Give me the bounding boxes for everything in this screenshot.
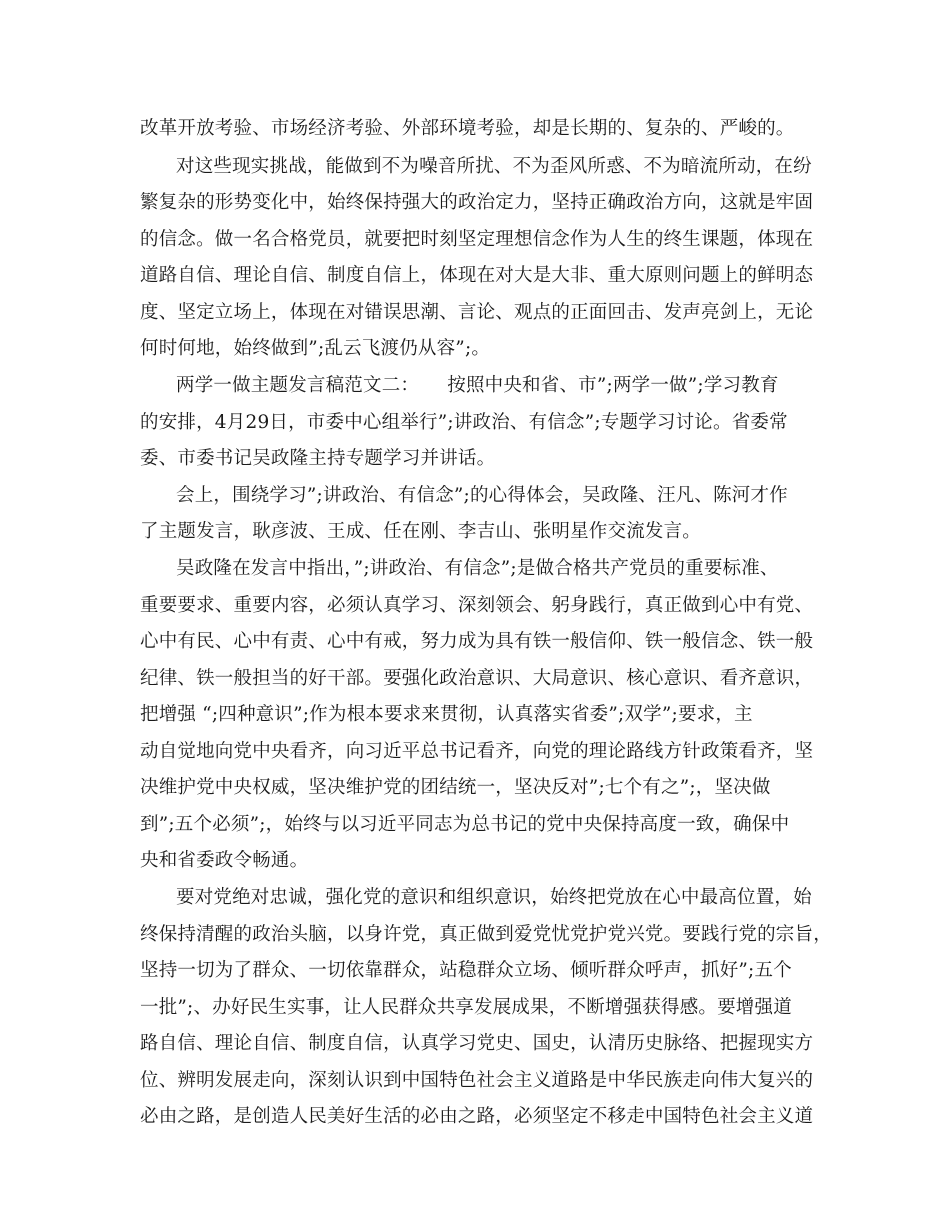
paragraph-start: 要对党绝对忠诚，强化党的意识和组织意识，始终把党放在心中最高位置，始 <box>176 887 812 908</box>
text-line: 的安排，4月29日，市委中心组举行”;讲政治、有信念”;专题学习讨论。省委常 <box>140 412 788 433</box>
text-line: 委、市委书记吴政隆主持专题学习并讲话。 <box>140 448 496 469</box>
text-line: 了主题发言，耿彦波、王成、任在刚、李吉山、张明星作交流发言。 <box>140 521 702 542</box>
text-line: 一批”;、办好民生实事，让人民群众共享发展成果，不断增强获得感。要增强道 <box>140 997 792 1018</box>
text-line: 到”;五个必须”;，始终与以习近平同志为总书记的党中央保持高度一致，确保中 <box>140 814 790 835</box>
text-line: 决维护党中央权威，坚决维护党的团结统一，坚决反对”;七个有之”;，坚决做 <box>140 777 771 798</box>
text-line: 道路自信、理论自信、制度自信上，体现在对大是大非、重大原则问题上的鲜明态 <box>140 265 814 286</box>
paragraph-start: 吴政隆在发言中指出，”;讲政治、有信念”;是做合格共产党员的重要标准、 <box>176 558 779 579</box>
text-line: 动自觉地向党中央看齐，向习近平总书记看齐，向党的理论路线方针政策看齐，坚 <box>140 741 814 762</box>
text-line: 把增强 “;四种意识”;作为根本要求来贯彻，认真落实省委”;双学”;要求，主 <box>140 704 753 725</box>
text-line: 位、辨明发展走向，深刻认识到中国特色社会主义道路是中华民族走向伟大复兴的 <box>140 1070 814 1091</box>
text-line: 重要要求、重要内容，必须认真学习、深刻领会、躬身践行，真正做到心中有党、 <box>140 595 814 616</box>
paragraph-start: 对这些现实挑战，能做到不为噪音所扰、不为歪风所惑、不为暗流所动，在纷 <box>176 156 812 177</box>
text-line: 的信念。做一名合格党员，就要把时刻坚定理想信念作为人生的终生课题，体现在 <box>140 229 814 250</box>
text-line: 繁复杂的形势变化中，始终保持强大的政治定力，坚持正确政治方向，这就是牢固 <box>140 192 814 213</box>
text-line: 度、坚定立场上，体现在对错误思潮、言论、观点的正面回击、发声亮剑上，无论 <box>140 302 814 323</box>
text-line: 改革开放考验、市场经济考验、外部环境考验，却是长期的、复杂的、严峻的。 <box>140 118 795 139</box>
text-line: 坚持一切为了群众、一切依靠群众，站稳群众立场、倾听群众呼声，抓好”;五个 <box>140 960 792 981</box>
text-line: 终保持清醒的政治头脑，以身许党，真正做到爱党忧党护党兴党。要践行党的宗旨， <box>140 924 832 945</box>
paragraph-start: 会上，围绕学习”;讲政治、有信念”;的心得体会，吴政隆、汪凡、陈河才作 <box>176 485 788 506</box>
text-line: 必由之路，是创造人民美好生活的必由之路，必须坚定不移走中国特色社会主义道 <box>140 1106 814 1127</box>
paragraph-start: 两学一做主题发言稿范文二： 按照中央和省、市”;两学一做”;学习教育 <box>176 375 779 396</box>
text-line: 路自信、理论自信、制度自信，认真学习党史、国史，认清历史脉络、把握现实方 <box>140 1033 814 1054</box>
text-line: 何时何地，始终做到”;乱云飞渡仍从容”;。 <box>140 338 491 359</box>
text-line: 央和省委政令畅通。 <box>140 850 309 871</box>
text-line: 纪律、铁一般担当的好干部。要强化政治意识、大局意识、核心意识、看齐意识， <box>140 668 814 689</box>
text-line: 心中有民、心中有责、心中有戒，努力成为具有铁一般信仰、铁一般信念、铁一般 <box>140 631 814 652</box>
